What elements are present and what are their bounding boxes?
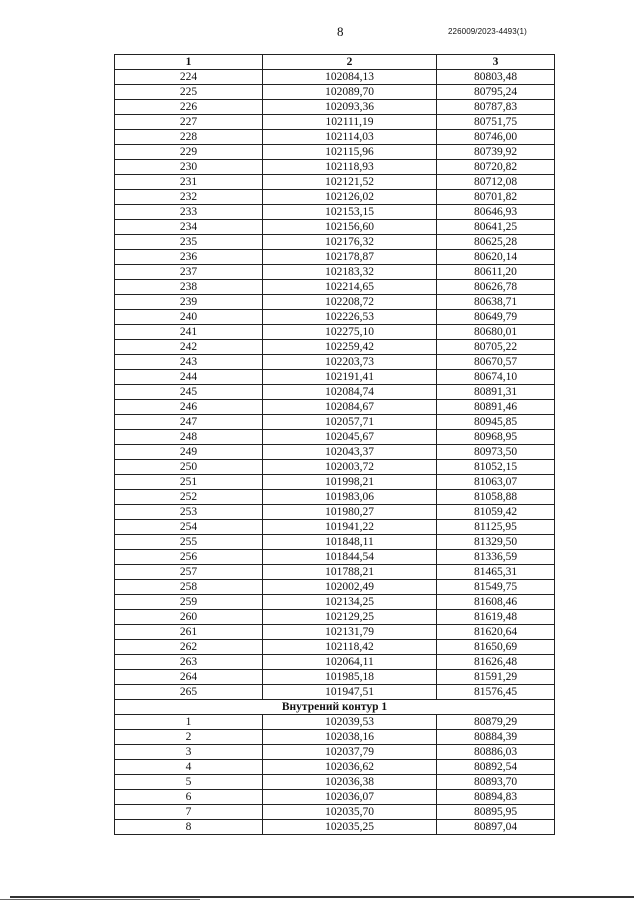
- table-row: [115, 370, 555, 385]
- table-row: [115, 670, 555, 685]
- point-number: 247: [115, 415, 263, 430]
- point-number: 225: [115, 85, 263, 100]
- x-coordinate: 102275,10: [263, 325, 437, 340]
- point-number: 5: [115, 775, 263, 790]
- y-coordinate: 80712,08: [437, 175, 555, 190]
- point-number: 232: [115, 190, 263, 205]
- x-coordinate: 102259,42: [263, 340, 437, 355]
- point-number: 251: [115, 475, 263, 490]
- document-reference: 226009/2023-4493(1): [448, 27, 527, 36]
- point-number: 235: [115, 235, 263, 250]
- x-coordinate: 102129,25: [263, 610, 437, 625]
- y-coordinate: 81465,31: [437, 565, 555, 580]
- x-coordinate: 102214,65: [263, 280, 437, 295]
- point-number: 245: [115, 385, 263, 400]
- table-row: [115, 190, 555, 205]
- table-row: [115, 100, 555, 115]
- x-coordinate: 102043,37: [263, 445, 437, 460]
- table-row: [115, 205, 555, 220]
- point-number: 234: [115, 220, 263, 235]
- x-coordinate: 102118,42: [263, 640, 437, 655]
- y-coordinate: 81626,48: [437, 655, 555, 670]
- x-coordinate: 102093,36: [263, 100, 437, 115]
- y-coordinate: 80670,57: [437, 355, 555, 370]
- table-row: [115, 115, 555, 130]
- section-title: Внутрений контур 1: [115, 700, 555, 715]
- point-number: 228: [115, 130, 263, 145]
- table-row: [115, 775, 555, 790]
- table-row: [115, 685, 555, 700]
- x-coordinate: 102037,79: [263, 745, 437, 760]
- point-number: 233: [115, 205, 263, 220]
- y-coordinate: 80746,00: [437, 130, 555, 145]
- point-number: 261: [115, 625, 263, 640]
- table-row: [115, 580, 555, 595]
- point-number: 250: [115, 460, 263, 475]
- point-number: 237: [115, 265, 263, 280]
- table-row: [115, 520, 555, 535]
- point-number: 246: [115, 400, 263, 415]
- table-row: [115, 280, 555, 295]
- point-number: 258: [115, 580, 263, 595]
- x-coordinate: 101844,54: [263, 550, 437, 565]
- point-number: 3: [115, 745, 263, 760]
- table-row: [115, 430, 555, 445]
- y-coordinate: 80611,20: [437, 265, 555, 280]
- x-coordinate: 102036,38: [263, 775, 437, 790]
- table-row: [115, 760, 555, 775]
- x-coordinate: 102208,72: [263, 295, 437, 310]
- point-number: 252: [115, 490, 263, 505]
- table-row: [115, 535, 555, 550]
- table-row: [115, 730, 555, 745]
- y-coordinate: 81619,48: [437, 610, 555, 625]
- table-row: [115, 595, 555, 610]
- point-number: 244: [115, 370, 263, 385]
- y-coordinate: 80895,95: [437, 805, 555, 820]
- y-coordinate: 81620,64: [437, 625, 555, 640]
- x-coordinate: 102191,41: [263, 370, 437, 385]
- x-coordinate: 102036,62: [263, 760, 437, 775]
- table-row: [115, 385, 555, 400]
- y-coordinate: 81576,45: [437, 685, 555, 700]
- table-row: [115, 325, 555, 340]
- x-coordinate: 102036,07: [263, 790, 437, 805]
- table-row: [115, 820, 555, 835]
- x-coordinate: 102089,70: [263, 85, 437, 100]
- y-coordinate: 81549,75: [437, 580, 555, 595]
- y-coordinate: 80893,70: [437, 775, 555, 790]
- table-row: [115, 790, 555, 805]
- x-coordinate: 102126,02: [263, 190, 437, 205]
- table-row: [115, 475, 555, 490]
- point-number: 8: [115, 820, 263, 835]
- y-coordinate: 80701,82: [437, 190, 555, 205]
- x-coordinate: 101941,22: [263, 520, 437, 535]
- y-coordinate: 81058,88: [437, 490, 555, 505]
- point-number: 262: [115, 640, 263, 655]
- table-row: [115, 445, 555, 460]
- table-row: [115, 490, 555, 505]
- y-coordinate: 80884,39: [437, 730, 555, 745]
- y-coordinate: 80945,85: [437, 415, 555, 430]
- x-coordinate: 101788,21: [263, 565, 437, 580]
- point-number: 253: [115, 505, 263, 520]
- y-coordinate: 80886,03: [437, 745, 555, 760]
- x-coordinate: 102045,67: [263, 430, 437, 445]
- x-coordinate: 101983,06: [263, 490, 437, 505]
- x-coordinate: 102035,25: [263, 820, 437, 835]
- y-coordinate: 80649,79: [437, 310, 555, 325]
- y-coordinate: 80638,71: [437, 295, 555, 310]
- x-coordinate: 102084,74: [263, 385, 437, 400]
- x-coordinate: 102003,72: [263, 460, 437, 475]
- point-number: 224: [115, 70, 263, 85]
- x-coordinate: 102084,13: [263, 70, 437, 85]
- point-number: 230: [115, 160, 263, 175]
- table-row: [115, 235, 555, 250]
- point-number: 242: [115, 340, 263, 355]
- x-coordinate: 102176,32: [263, 235, 437, 250]
- y-coordinate: 80674,10: [437, 370, 555, 385]
- point-number: 259: [115, 595, 263, 610]
- table-row: [115, 355, 555, 370]
- x-coordinate: 102057,71: [263, 415, 437, 430]
- point-number: 249: [115, 445, 263, 460]
- point-number: 264: [115, 670, 263, 685]
- y-coordinate: 81052,15: [437, 460, 555, 475]
- x-coordinate: 102118,93: [263, 160, 437, 175]
- point-number: 265: [115, 685, 263, 700]
- point-number: 260: [115, 610, 263, 625]
- table-row: [115, 70, 555, 85]
- x-coordinate: 101998,21: [263, 475, 437, 490]
- x-coordinate: 102114,03: [263, 130, 437, 145]
- table-row: [115, 310, 555, 325]
- table-row: [115, 625, 555, 640]
- table-row: [115, 250, 555, 265]
- x-coordinate: 101947,51: [263, 685, 437, 700]
- y-coordinate: 80973,50: [437, 445, 555, 460]
- point-number: 231: [115, 175, 263, 190]
- point-number: 257: [115, 565, 263, 580]
- y-coordinate: 80646,93: [437, 205, 555, 220]
- table-row: [115, 745, 555, 760]
- y-coordinate: 80891,46: [437, 400, 555, 415]
- point-number: 238: [115, 280, 263, 295]
- y-coordinate: 80803,48: [437, 70, 555, 85]
- x-coordinate: 102156,60: [263, 220, 437, 235]
- point-number: 1: [115, 715, 263, 730]
- point-number: 6: [115, 790, 263, 805]
- y-coordinate: 80705,22: [437, 340, 555, 355]
- x-coordinate: 102111,19: [263, 115, 437, 130]
- x-coordinate: 102115,96: [263, 145, 437, 160]
- x-coordinate: 102153,15: [263, 205, 437, 220]
- coordinates-table: [114, 54, 555, 835]
- y-coordinate: 81650,69: [437, 640, 555, 655]
- y-coordinate: 81125,95: [437, 520, 555, 535]
- y-coordinate: 81329,50: [437, 535, 555, 550]
- column-header: 2: [263, 55, 437, 70]
- table-row: [115, 460, 555, 475]
- y-coordinate: 80641,25: [437, 220, 555, 235]
- y-coordinate: 81608,46: [437, 595, 555, 610]
- x-coordinate: 101980,27: [263, 505, 437, 520]
- x-coordinate: 102064,11: [263, 655, 437, 670]
- x-coordinate: 102178,87: [263, 250, 437, 265]
- x-coordinate: 102039,53: [263, 715, 437, 730]
- point-number: 227: [115, 115, 263, 130]
- table-row: [115, 220, 555, 235]
- y-coordinate: 80795,24: [437, 85, 555, 100]
- y-coordinate: 80626,78: [437, 280, 555, 295]
- point-number: 226: [115, 100, 263, 115]
- y-coordinate: 80892,54: [437, 760, 555, 775]
- point-number: 243: [115, 355, 263, 370]
- section-header-row: [115, 700, 555, 715]
- bottom-rule: [10, 896, 634, 898]
- x-coordinate: 102203,73: [263, 355, 437, 370]
- point-number: 2: [115, 730, 263, 745]
- x-coordinate: 102038,16: [263, 730, 437, 745]
- bottom-rule-secondary: [0, 899, 200, 900]
- point-number: 263: [115, 655, 263, 670]
- x-coordinate: 102183,32: [263, 265, 437, 280]
- x-coordinate: 102131,79: [263, 625, 437, 640]
- table-row: [115, 655, 555, 670]
- y-coordinate: 81336,59: [437, 550, 555, 565]
- y-coordinate: 80625,28: [437, 235, 555, 250]
- point-number: 229: [115, 145, 263, 160]
- x-coordinate: 102084,67: [263, 400, 437, 415]
- table-row: [115, 85, 555, 100]
- y-coordinate: 80787,83: [437, 100, 555, 115]
- x-coordinate: 102134,25: [263, 595, 437, 610]
- table-row: [115, 805, 555, 820]
- table-row: [115, 160, 555, 175]
- point-number: 254: [115, 520, 263, 535]
- point-number: 255: [115, 535, 263, 550]
- point-number: 239: [115, 295, 263, 310]
- table-row: [115, 130, 555, 145]
- table-row: [115, 715, 555, 730]
- y-coordinate: 81063,07: [437, 475, 555, 490]
- y-coordinate: 80620,14: [437, 250, 555, 265]
- y-coordinate: 80739,92: [437, 145, 555, 160]
- table-row: [115, 415, 555, 430]
- table-row: [115, 550, 555, 565]
- point-number: 248: [115, 430, 263, 445]
- y-coordinate: 80894,83: [437, 790, 555, 805]
- y-coordinate: 81591,29: [437, 670, 555, 685]
- table-row: [115, 505, 555, 520]
- table-row: [115, 145, 555, 160]
- table-header-row: [115, 55, 555, 70]
- x-coordinate: 102226,53: [263, 310, 437, 325]
- point-number: 240: [115, 310, 263, 325]
- table-row: [115, 175, 555, 190]
- point-number: 256: [115, 550, 263, 565]
- column-header: 3: [437, 55, 555, 70]
- y-coordinate: 80720,82: [437, 160, 555, 175]
- table-row: [115, 400, 555, 415]
- y-coordinate: 80680,01: [437, 325, 555, 340]
- table-row: [115, 265, 555, 280]
- table-row: [115, 340, 555, 355]
- table-row: [115, 565, 555, 580]
- point-number: 236: [115, 250, 263, 265]
- table-row: [115, 640, 555, 655]
- point-number: 7: [115, 805, 263, 820]
- x-coordinate: 102035,70: [263, 805, 437, 820]
- y-coordinate: 80751,75: [437, 115, 555, 130]
- y-coordinate: 81059,42: [437, 505, 555, 520]
- x-coordinate: 101848,11: [263, 535, 437, 550]
- y-coordinate: 80897,04: [437, 820, 555, 835]
- y-coordinate: 80891,31: [437, 385, 555, 400]
- point-number: 241: [115, 325, 263, 340]
- point-number: 4: [115, 760, 263, 775]
- y-coordinate: 80879,29: [437, 715, 555, 730]
- x-coordinate: 101985,18: [263, 670, 437, 685]
- x-coordinate: 102121,52: [263, 175, 437, 190]
- x-coordinate: 102002,49: [263, 580, 437, 595]
- page-number: 8: [337, 24, 344, 39]
- column-header: 1: [115, 55, 263, 70]
- table-row: [115, 610, 555, 625]
- y-coordinate: 80968,95: [437, 430, 555, 445]
- table-row: [115, 295, 555, 310]
